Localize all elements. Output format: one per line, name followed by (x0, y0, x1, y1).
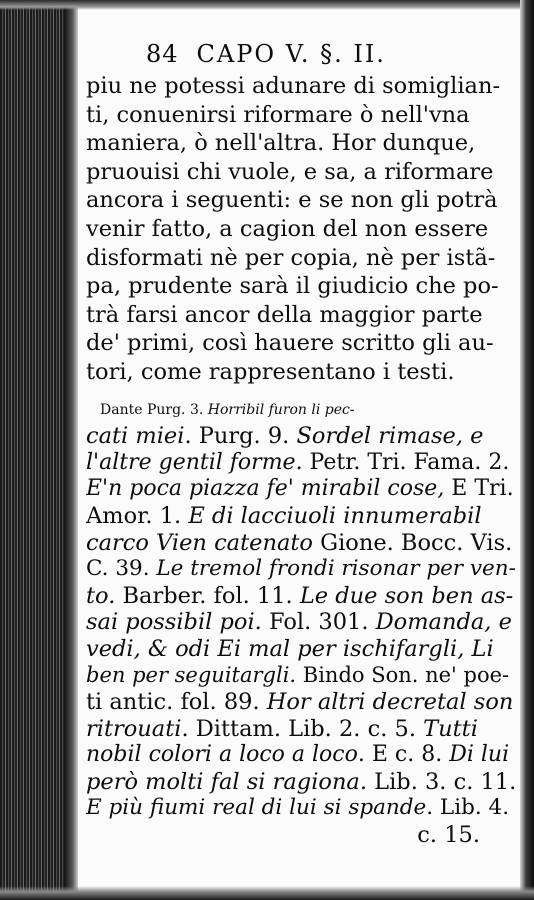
citation-line (86, 503, 516, 530)
reference-text: Lib. 3. c. 11. (367, 768, 516, 795)
quoted-verse: to. (86, 582, 116, 609)
paragraph-gap (86, 387, 516, 397)
quoted-verse: Le due son ben as- (299, 582, 514, 609)
quoted-verse: E più fiumi real di lui si spande (86, 795, 427, 821)
quoted-verse: Horribil furon li pec- (207, 401, 355, 418)
text-line: ancora i seguenti: e se non gli potrà (86, 187, 498, 214)
quoted-verse: Hor altri decretal son (266, 689, 514, 716)
text-line: disformati nè per copia, nè per istã- (86, 244, 496, 271)
quoted-verse: sai possibil poi. (86, 609, 262, 636)
citation-line (86, 742, 516, 769)
quoted-verse: però molti fal si ragiona. (86, 768, 367, 795)
quoted-verse: E'n poca piazza fe' mirabil cose, (86, 476, 445, 502)
quoted-verse: nobil colori a loco a loco (86, 742, 358, 768)
quoted-verse: Le tremol frondi risonar per ven- (156, 556, 516, 582)
reference-text: Dante Purg. 3. (100, 401, 208, 418)
reference-text: . Purg. 9. (184, 423, 297, 450)
quoted-verse: l'altre gentil forme. (86, 449, 303, 475)
citation-line (86, 450, 516, 477)
text-line: venir fatto, a cagion del non essere (86, 215, 489, 242)
quoted-verse: Di lui (449, 742, 510, 768)
quoted-verse: vedi, & odi Ei mal per ischifargli, Li (86, 635, 494, 662)
reference-text: E Tri. (444, 476, 514, 502)
reference-text: Barber. fol. 11. (115, 582, 300, 609)
page-header (146, 40, 386, 68)
reference-text: . E c. 8. (357, 742, 450, 768)
citation-line (86, 583, 516, 610)
quoted-verse: ritrouati (86, 715, 182, 742)
text-line: trà farsi ancor della maggior parte (86, 301, 483, 328)
reference-text: . Dittam. Lib. 2. c. 5. (181, 715, 424, 742)
reference-text: Gione. Bocc. Vis. (320, 529, 513, 556)
text-line: tori, come rappresentano i testi. (86, 358, 455, 385)
text-line: maniera, ò nell'altra. Hor dunque, (86, 130, 476, 157)
citation-line (86, 795, 516, 822)
citation-line (86, 662, 516, 689)
quoted-verse: Tutti (423, 715, 478, 742)
quoted-verse: Sordel rimase, e (296, 423, 484, 450)
page-number: 84 (146, 40, 179, 68)
citation-line (86, 397, 516, 424)
reference-text: ti antic. fol. 89. (86, 689, 267, 716)
running-title: CAPO V. §. II. (196, 40, 386, 68)
citation-line (86, 423, 516, 450)
quoted-verse: carco Vien catenato (86, 529, 321, 556)
text-line: piu ne potessi adunare di somiglian- (86, 73, 501, 99)
page-bottom-edge (0, 886, 534, 900)
text-line: pruouisi chi vuole, e sa, a riformare (86, 158, 494, 185)
text-line: pa, prudente sarà il giudicio che po- (86, 273, 499, 300)
reference-text: C. 39. (86, 556, 157, 582)
quoted-verse: ben per seguitargli. (86, 663, 297, 688)
reference-text: . Lib. 4. (426, 795, 510, 821)
page-right-edge (520, 0, 534, 900)
quoted-verse: Domanda, e (375, 609, 512, 636)
body-text (86, 72, 516, 849)
citation-last-line: c. 15. (417, 822, 480, 849)
text-line: de' primi, così hauere scritto gli au- (86, 330, 494, 357)
reference-text: Amor. 1. (86, 502, 189, 529)
page-top-edge (0, 0, 534, 10)
citation-line (86, 530, 516, 557)
citation-line (86, 636, 516, 663)
citation-block (86, 397, 516, 823)
text-line: ti, conuenirsi riformare ò nell'vna (86, 101, 470, 128)
paragraph (86, 72, 516, 387)
citation-line (86, 769, 516, 796)
quoted-verse: E di lacciuoli innumerabil (188, 502, 482, 529)
citation-line (86, 556, 516, 583)
quoted-verse: cati miei (86, 423, 185, 450)
citation-line (86, 689, 516, 716)
book-binding-edge (0, 0, 78, 900)
reference-text: Bindo Son. ne' poe- (296, 663, 510, 688)
citation-line (86, 476, 516, 503)
citation-line (86, 716, 516, 743)
citation-line (86, 609, 516, 636)
reference-text: Fol. 301. (261, 609, 376, 636)
reference-text: Petr. Tri. Fama. 2. (302, 449, 510, 475)
